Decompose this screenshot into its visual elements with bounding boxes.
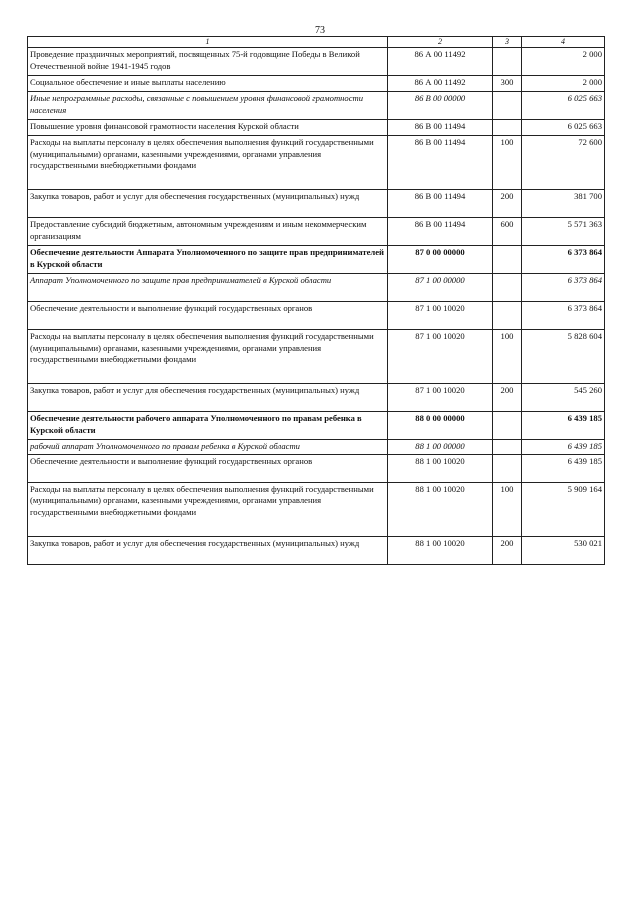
row-expense-group: 100 bbox=[493, 482, 522, 536]
row-expense-group: 200 bbox=[493, 536, 522, 564]
row-code: 88 1 00 10020 bbox=[388, 482, 493, 536]
row-code: 87 0 00 00000 bbox=[388, 246, 493, 274]
row-amount: 5 828 604 bbox=[522, 330, 605, 384]
row-description: рабочий аппарат Уполномоченного по правам ребенка в Курской области bbox=[28, 440, 388, 455]
row-code: 86 В 00 11494 bbox=[388, 190, 493, 218]
row-description: Проведение праздничных мероприятий, посвященных 75-й годовщине Победы в Великой Отечественной войне 1941-1945 годов bbox=[28, 48, 388, 76]
row-description: Обеспечение деятельности Аппарата Уполномоченного по защите прав предпринимателей в Курской области bbox=[28, 246, 388, 274]
table-row bbox=[28, 246, 605, 274]
row-code: 87 1 00 00000 bbox=[388, 274, 493, 302]
table-row bbox=[28, 48, 605, 76]
row-amount: 72 600 bbox=[522, 136, 605, 190]
row-description: Закупка товаров, работ и услуг для обеспечения государственных (муниципальных) нужд bbox=[28, 536, 388, 564]
row-description: Аппарат Уполномоченного по защите прав предпринимателей в Курской области bbox=[28, 274, 388, 302]
table-row bbox=[28, 440, 605, 455]
row-amount: 5 909 164 bbox=[522, 482, 605, 536]
row-expense-group: 100 bbox=[493, 136, 522, 190]
row-expense-group bbox=[493, 48, 522, 76]
row-amount: 6 373 864 bbox=[522, 274, 605, 302]
row-description: Закупка товаров, работ и услуг для обеспечения государственных (муниципальных) нужд bbox=[28, 190, 388, 218]
row-description: Социальное обеспечение и иные выплаты населению bbox=[28, 76, 388, 92]
budget-table bbox=[27, 36, 605, 565]
row-code: 88 1 00 10020 bbox=[388, 454, 493, 482]
row-expense-group bbox=[493, 454, 522, 482]
table-row bbox=[28, 190, 605, 218]
row-amount: 6 439 185 bbox=[522, 454, 605, 482]
row-expense-group: 300 bbox=[493, 76, 522, 92]
row-amount: 6 373 864 bbox=[522, 246, 605, 274]
row-description: Расходы на выплаты персоналу в целях обеспечения выполнения функций государственными (муниципальными) органами, казенными учреждениями, органами управления государственными внебюджетными фондами bbox=[28, 482, 388, 536]
table-row bbox=[28, 136, 605, 190]
row-description: Расходы на выплаты персоналу в целях обеспечения выполнения функций государственными (муниципальными) органами, казенными учреждениями, органами управления государственными внебюджетными фондами bbox=[28, 136, 388, 190]
row-expense-group bbox=[493, 246, 522, 274]
row-expense-group bbox=[493, 274, 522, 302]
row-description: Иные непрограммные расходы, связанные с повышением уровня финансовой грамотности населения bbox=[28, 92, 388, 120]
table-row bbox=[28, 218, 605, 246]
table-row bbox=[28, 92, 605, 120]
row-expense-group bbox=[493, 92, 522, 120]
row-expense-group bbox=[493, 440, 522, 455]
row-code: 86 В 00 11494 bbox=[388, 120, 493, 136]
header-col-3: 3 bbox=[493, 37, 522, 48]
row-amount: 6 025 663 bbox=[522, 92, 605, 120]
row-amount: 530 021 bbox=[522, 536, 605, 564]
table-row bbox=[28, 274, 605, 302]
row-code: 87 1 00 10020 bbox=[388, 330, 493, 384]
row-code: 86 А 00 11492 bbox=[388, 76, 493, 92]
row-amount: 545 260 bbox=[522, 384, 605, 412]
table-header-row bbox=[28, 37, 605, 48]
row-expense-group bbox=[493, 120, 522, 136]
row-description: Предоставление субсидий бюджетным, автономным учреждениям и иным некоммерческим организациям bbox=[28, 218, 388, 246]
table-row bbox=[28, 412, 605, 440]
row-expense-group bbox=[493, 412, 522, 440]
row-code: 86 А 00 11492 bbox=[388, 48, 493, 76]
table-row bbox=[28, 302, 605, 330]
page-number: 73 bbox=[315, 25, 325, 36]
row-expense-group: 200 bbox=[493, 384, 522, 412]
table-row bbox=[28, 536, 605, 564]
row-code: 87 1 00 10020 bbox=[388, 302, 493, 330]
table-row bbox=[28, 330, 605, 384]
row-description: Повышение уровня финансовой грамотности населения Курской области bbox=[28, 120, 388, 136]
row-description: Закупка товаров, работ и услуг для обеспечения государственных (муниципальных) нужд bbox=[28, 384, 388, 412]
table-row bbox=[28, 454, 605, 482]
row-code: 86 В 00 11494 bbox=[388, 136, 493, 190]
header-col-1: 1 bbox=[28, 37, 388, 48]
table-row bbox=[28, 76, 605, 92]
header-col-2: 2 bbox=[388, 37, 493, 48]
row-description: Обеспечение деятельности рабочего аппарата Уполномоченного по правам ребенка в Курской области bbox=[28, 412, 388, 440]
row-description: Обеспечение деятельности и выполнение функций государственных органов bbox=[28, 454, 388, 482]
row-expense-group bbox=[493, 302, 522, 330]
row-code: 86 В 00 00000 bbox=[388, 92, 493, 120]
table-row bbox=[28, 482, 605, 536]
row-expense-group: 600 bbox=[493, 218, 522, 246]
header-col-4: 4 bbox=[522, 37, 605, 48]
row-code: 88 1 00 00000 bbox=[388, 440, 493, 455]
row-description: Обеспечение деятельности и выполнение функций государственных органов bbox=[28, 302, 388, 330]
row-expense-group: 200 bbox=[493, 190, 522, 218]
row-description: Расходы на выплаты персоналу в целях обеспечения выполнения функций государственными (муниципальными) органами, казенными учреждениями, органами управления государственными внебюджетными фондами bbox=[28, 330, 388, 384]
row-amount: 6 373 864 bbox=[522, 302, 605, 330]
row-code: 88 1 00 10020 bbox=[388, 536, 493, 564]
row-expense-group: 100 bbox=[493, 330, 522, 384]
table-row bbox=[28, 384, 605, 412]
row-amount: 6 025 663 bbox=[522, 120, 605, 136]
row-amount: 2 000 bbox=[522, 48, 605, 76]
row-code: 88 0 00 00000 bbox=[388, 412, 493, 440]
row-amount: 381 700 bbox=[522, 190, 605, 218]
table-row bbox=[28, 120, 605, 136]
row-code: 87 1 00 10020 bbox=[388, 384, 493, 412]
row-amount: 5 571 363 bbox=[522, 218, 605, 246]
row-amount: 6 439 185 bbox=[522, 412, 605, 440]
row-amount: 2 000 bbox=[522, 76, 605, 92]
row-code: 86 В 00 11494 bbox=[388, 218, 493, 246]
row-amount: 6 439 185 bbox=[522, 440, 605, 455]
